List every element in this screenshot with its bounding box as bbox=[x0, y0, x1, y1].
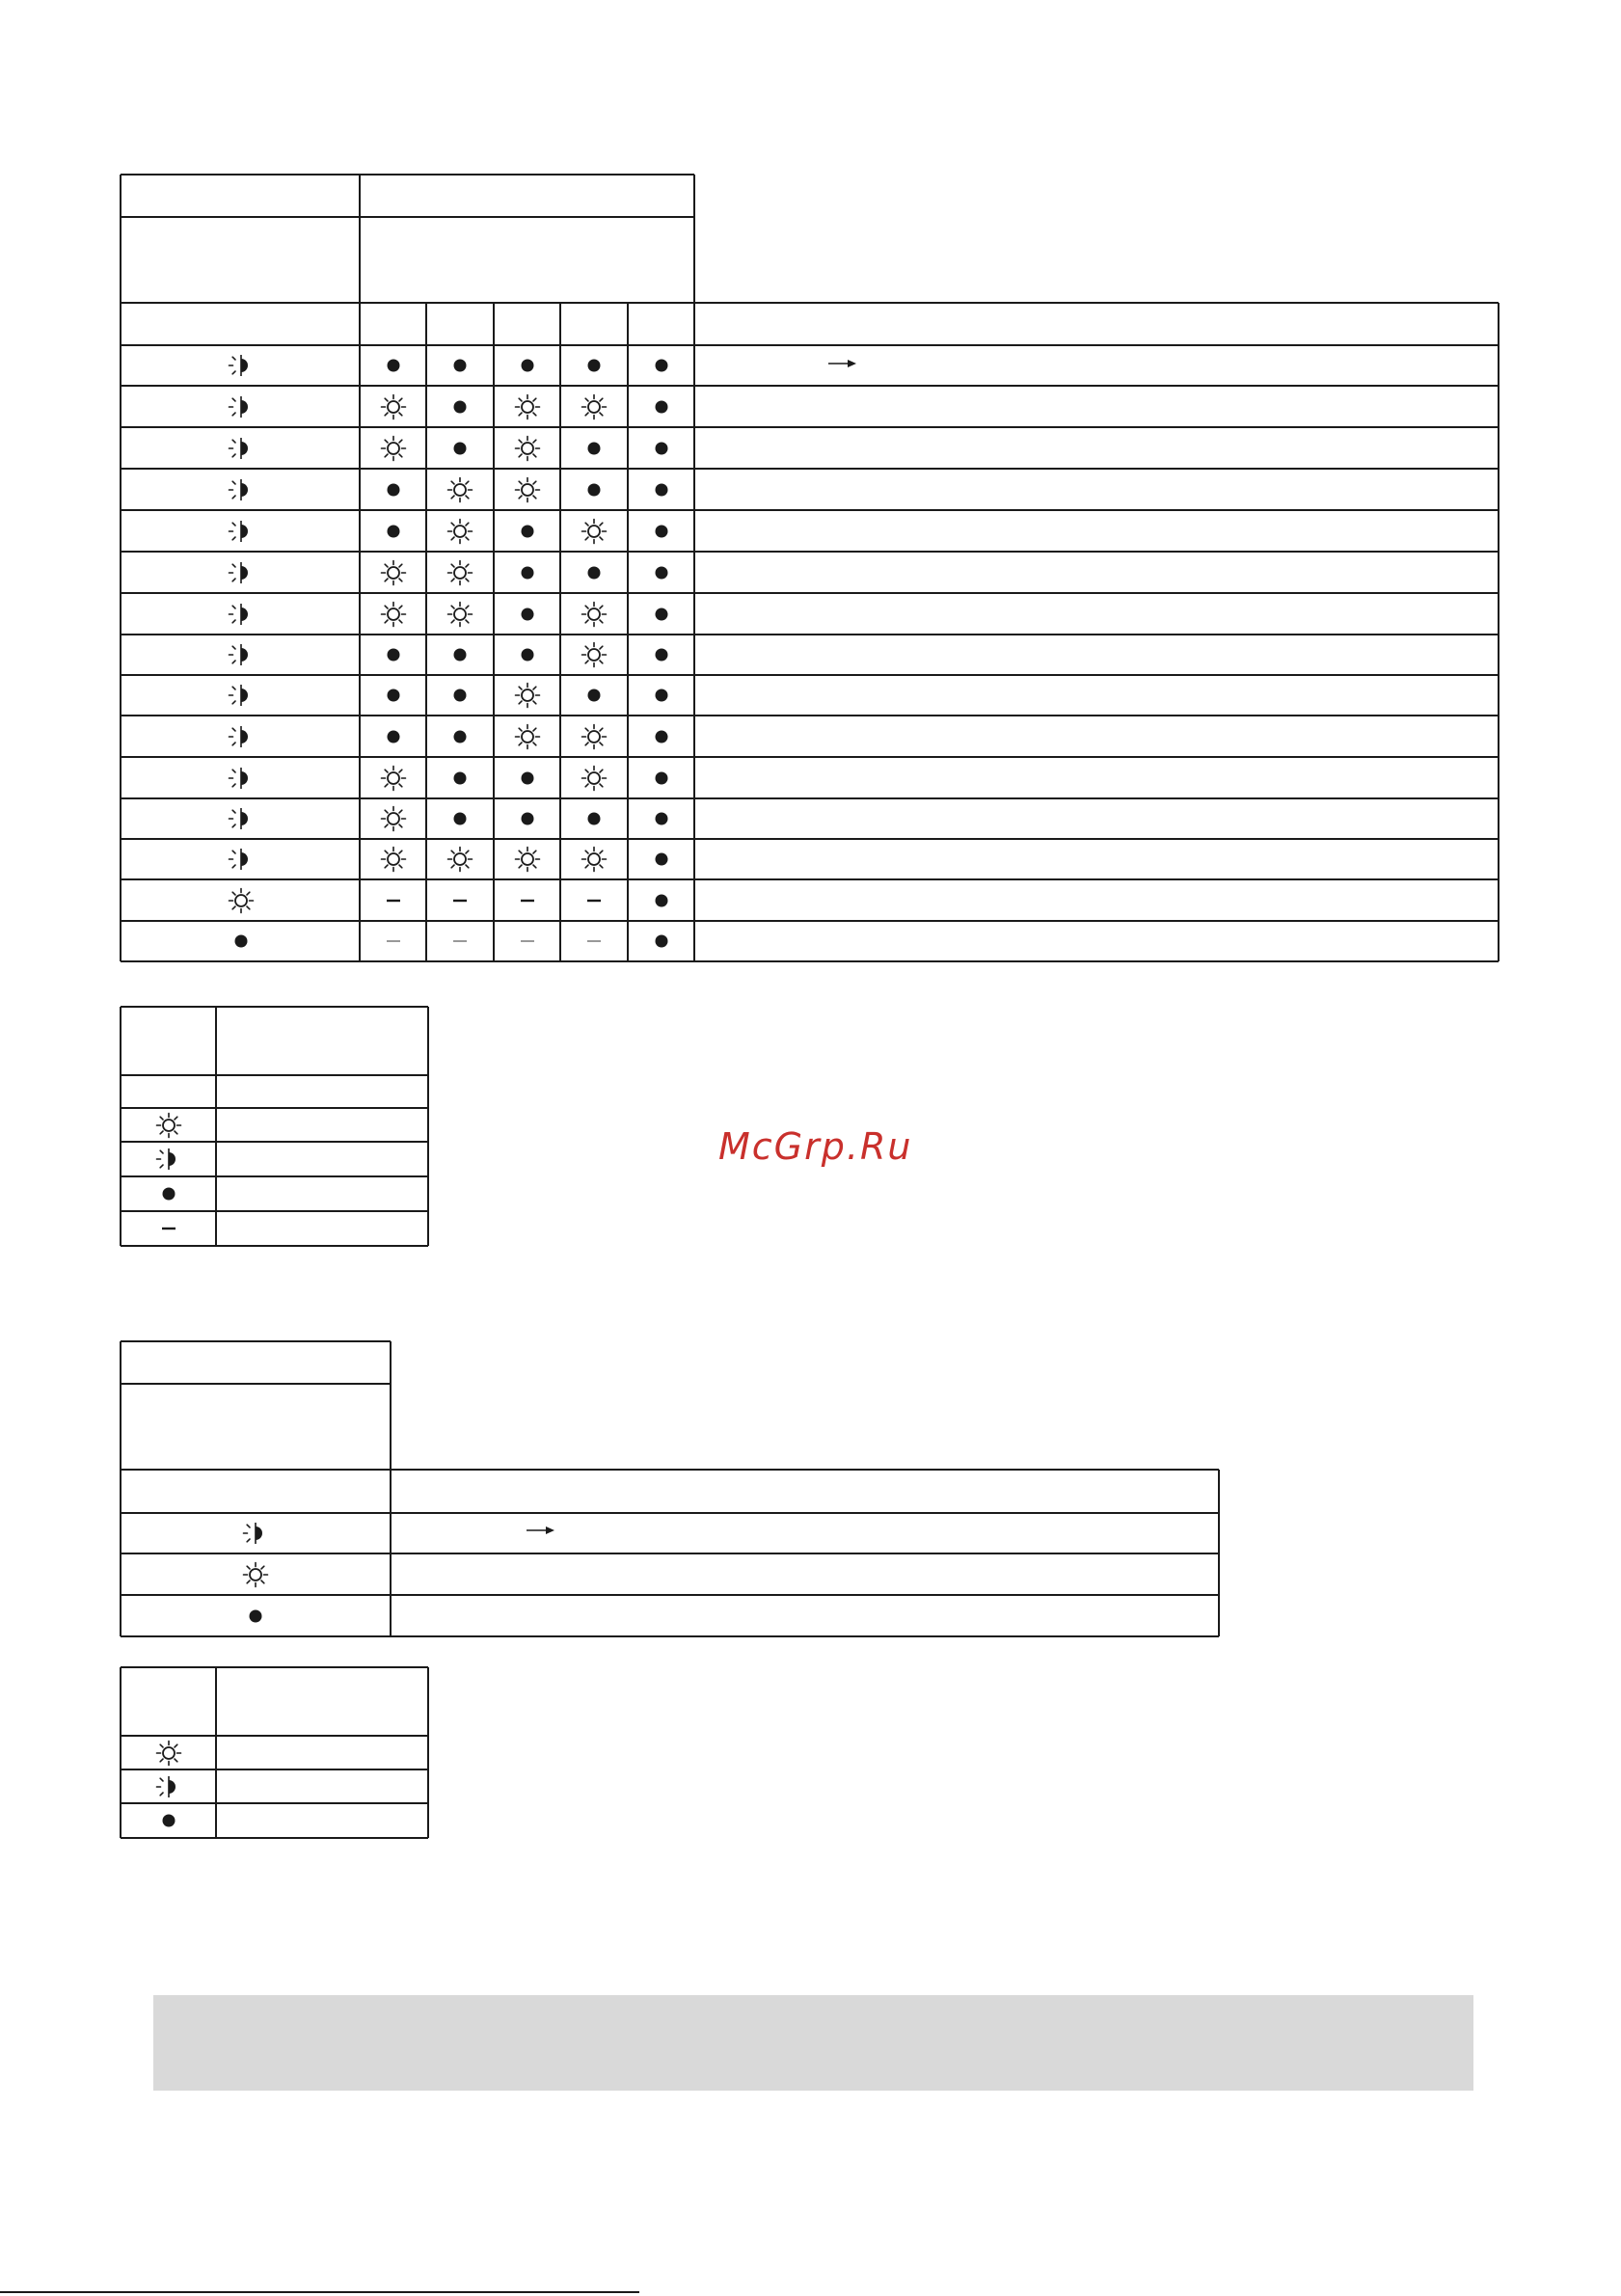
half-sun-blink-icon bbox=[227, 722, 256, 751]
table-rule bbox=[120, 1007, 122, 1246]
table-rule bbox=[121, 344, 1499, 346]
dash-none-icon bbox=[513, 886, 542, 915]
table-rule bbox=[121, 1735, 428, 1737]
dot-off-icon bbox=[580, 681, 608, 710]
sun-on-icon bbox=[379, 764, 408, 793]
table-rule bbox=[121, 1074, 428, 1076]
sun-on-icon bbox=[513, 434, 542, 463]
half-sun-blink-icon bbox=[227, 640, 256, 669]
dash-none-icon bbox=[446, 886, 474, 915]
table-rule bbox=[427, 1007, 429, 1246]
dot-off-icon bbox=[647, 475, 676, 504]
dot-off-icon bbox=[580, 475, 608, 504]
table-rule bbox=[693, 175, 695, 961]
sun-on-icon bbox=[580, 600, 608, 629]
dot-off-icon bbox=[513, 558, 542, 587]
dot-off-icon bbox=[241, 1602, 270, 1631]
sun-on-icon bbox=[513, 392, 542, 421]
dot-off-icon bbox=[647, 804, 676, 833]
table-rule bbox=[427, 1667, 429, 1838]
dot-off-icon bbox=[379, 475, 408, 504]
half-sun-blink-icon bbox=[227, 434, 256, 463]
sun-on-icon bbox=[513, 475, 542, 504]
sun-on-icon bbox=[446, 845, 474, 874]
half-sun-blink-icon bbox=[227, 600, 256, 629]
dot-off-icon bbox=[647, 558, 676, 587]
sun-on-icon bbox=[580, 764, 608, 793]
table-rule bbox=[120, 1341, 122, 1636]
table-rule bbox=[121, 174, 694, 176]
table-rule bbox=[120, 175, 122, 961]
table-rule bbox=[121, 1340, 391, 1342]
dot-off-icon bbox=[513, 351, 542, 380]
sun-on-icon bbox=[513, 845, 542, 874]
table-rule bbox=[121, 216, 694, 218]
table-rule bbox=[121, 1245, 428, 1247]
half-sun-blink-icon bbox=[227, 681, 256, 710]
table-rule bbox=[215, 1667, 217, 1838]
arrow-right-icon bbox=[526, 1524, 556, 1537]
table-rule bbox=[121, 1769, 428, 1770]
dot-off-icon bbox=[446, 804, 474, 833]
table-rule bbox=[121, 920, 1499, 922]
dot-off-icon bbox=[647, 764, 676, 793]
table-rule bbox=[121, 674, 1499, 676]
half-sun-blink-icon bbox=[241, 1519, 270, 1548]
sun-on-icon bbox=[379, 804, 408, 833]
dash-none-icon bbox=[154, 1214, 183, 1243]
sun-on-icon bbox=[513, 722, 542, 751]
dot-off-icon bbox=[227, 927, 256, 956]
sun-on-icon bbox=[513, 681, 542, 710]
sun-on-icon bbox=[241, 1560, 270, 1589]
dot-off-icon bbox=[580, 434, 608, 463]
dot-off-icon bbox=[379, 640, 408, 669]
sun-on-icon bbox=[154, 1111, 183, 1140]
half-sun-blink-icon bbox=[227, 764, 256, 793]
gray-note-bar bbox=[153, 1995, 1473, 2091]
dot-off-icon bbox=[513, 764, 542, 793]
dot-off-icon bbox=[580, 558, 608, 587]
half-sun-blink-icon bbox=[227, 845, 256, 874]
sun-on-icon bbox=[446, 517, 474, 546]
table-rule bbox=[390, 1341, 392, 1636]
table-rule bbox=[121, 634, 1499, 635]
table-rule bbox=[121, 1553, 1219, 1554]
sun-on-icon bbox=[580, 845, 608, 874]
table-rule bbox=[120, 1667, 122, 1838]
table-rule bbox=[121, 838, 1499, 840]
table-rule bbox=[559, 303, 561, 961]
dash-none-icon bbox=[446, 927, 474, 956]
table-rule bbox=[121, 1383, 391, 1385]
sun-on-icon bbox=[379, 392, 408, 421]
dot-off-icon bbox=[446, 764, 474, 793]
half-sun-blink-icon bbox=[227, 351, 256, 380]
table-rule bbox=[1498, 303, 1499, 961]
arrow-right-icon bbox=[827, 357, 858, 370]
table-rule bbox=[121, 1666, 428, 1668]
half-sun-blink-icon bbox=[227, 558, 256, 587]
dot-off-icon bbox=[647, 722, 676, 751]
sun-on-icon bbox=[154, 1739, 183, 1768]
table-rule bbox=[121, 1141, 428, 1143]
sun-on-icon bbox=[379, 600, 408, 629]
half-sun-blink-icon bbox=[227, 392, 256, 421]
dot-off-icon bbox=[446, 681, 474, 710]
table-rule bbox=[121, 960, 1499, 962]
table-rule bbox=[121, 1006, 428, 1008]
sun-on-icon bbox=[379, 845, 408, 874]
sun-on-icon bbox=[379, 434, 408, 463]
footer-rule bbox=[0, 2291, 639, 2293]
table-rule bbox=[121, 1210, 428, 1212]
dot-off-icon bbox=[513, 517, 542, 546]
table-rule bbox=[121, 1175, 428, 1177]
dot-off-icon bbox=[379, 351, 408, 380]
half-sun-blink-icon bbox=[227, 804, 256, 833]
watermark: McGrp.Ru bbox=[718, 1125, 913, 1168]
dot-off-icon bbox=[446, 434, 474, 463]
dot-off-icon bbox=[379, 517, 408, 546]
dot-off-icon bbox=[647, 927, 676, 956]
table-rule bbox=[121, 715, 1499, 716]
table-rule bbox=[215, 1007, 217, 1246]
table-rule bbox=[121, 1469, 1219, 1471]
dot-off-icon bbox=[379, 681, 408, 710]
dot-off-icon bbox=[647, 392, 676, 421]
dot-off-icon bbox=[647, 434, 676, 463]
dot-off-icon bbox=[580, 804, 608, 833]
dash-none-icon bbox=[580, 886, 608, 915]
sun-on-icon bbox=[580, 392, 608, 421]
half-sun-blink-icon bbox=[154, 1772, 183, 1801]
dash-none-icon bbox=[580, 927, 608, 956]
table-rule bbox=[121, 1594, 1219, 1596]
dot-off-icon bbox=[446, 351, 474, 380]
table-rule bbox=[121, 878, 1499, 880]
sun-on-icon bbox=[379, 558, 408, 587]
dot-off-icon bbox=[647, 351, 676, 380]
table-rule bbox=[121, 551, 1499, 553]
table-rule bbox=[425, 303, 427, 961]
table-rule bbox=[121, 1635, 1219, 1637]
dot-off-icon bbox=[446, 392, 474, 421]
sun-on-icon bbox=[446, 558, 474, 587]
table-rule bbox=[121, 1837, 428, 1839]
table-rule bbox=[121, 509, 1499, 511]
dot-off-icon bbox=[647, 886, 676, 915]
dot-off-icon bbox=[647, 517, 676, 546]
table-rule bbox=[121, 385, 1499, 387]
sun-on-icon bbox=[580, 722, 608, 751]
dot-off-icon bbox=[647, 845, 676, 874]
half-sun-blink-icon bbox=[154, 1145, 183, 1174]
dot-off-icon bbox=[580, 351, 608, 380]
dot-off-icon bbox=[154, 1179, 183, 1208]
table-rule bbox=[121, 756, 1499, 758]
table-rule bbox=[627, 303, 629, 961]
dot-off-icon bbox=[513, 600, 542, 629]
dot-off-icon bbox=[379, 722, 408, 751]
sun-on-icon bbox=[446, 600, 474, 629]
dot-off-icon bbox=[647, 600, 676, 629]
dot-off-icon bbox=[513, 640, 542, 669]
table-rule bbox=[493, 303, 495, 961]
dash-none-icon bbox=[379, 886, 408, 915]
table-rule bbox=[121, 468, 1499, 470]
dash-none-icon bbox=[379, 927, 408, 956]
sun-on-icon bbox=[580, 517, 608, 546]
dot-off-icon bbox=[647, 640, 676, 669]
table-rule bbox=[121, 1107, 428, 1109]
sun-on-icon bbox=[580, 640, 608, 669]
table-rule bbox=[121, 1512, 1219, 1514]
dot-off-icon bbox=[154, 1806, 183, 1835]
table-rule bbox=[121, 1802, 428, 1804]
dot-off-icon bbox=[446, 722, 474, 751]
half-sun-blink-icon bbox=[227, 517, 256, 546]
table-rule bbox=[359, 175, 361, 961]
dot-off-icon bbox=[513, 804, 542, 833]
table-rule bbox=[121, 302, 1499, 304]
table-rule bbox=[121, 592, 1499, 594]
sun-on-icon bbox=[446, 475, 474, 504]
sun-on-icon bbox=[227, 886, 256, 915]
table-rule bbox=[121, 797, 1499, 799]
dot-off-icon bbox=[446, 640, 474, 669]
dash-none-icon bbox=[513, 927, 542, 956]
half-sun-blink-icon bbox=[227, 475, 256, 504]
table-rule bbox=[121, 426, 1499, 428]
dot-off-icon bbox=[647, 681, 676, 710]
